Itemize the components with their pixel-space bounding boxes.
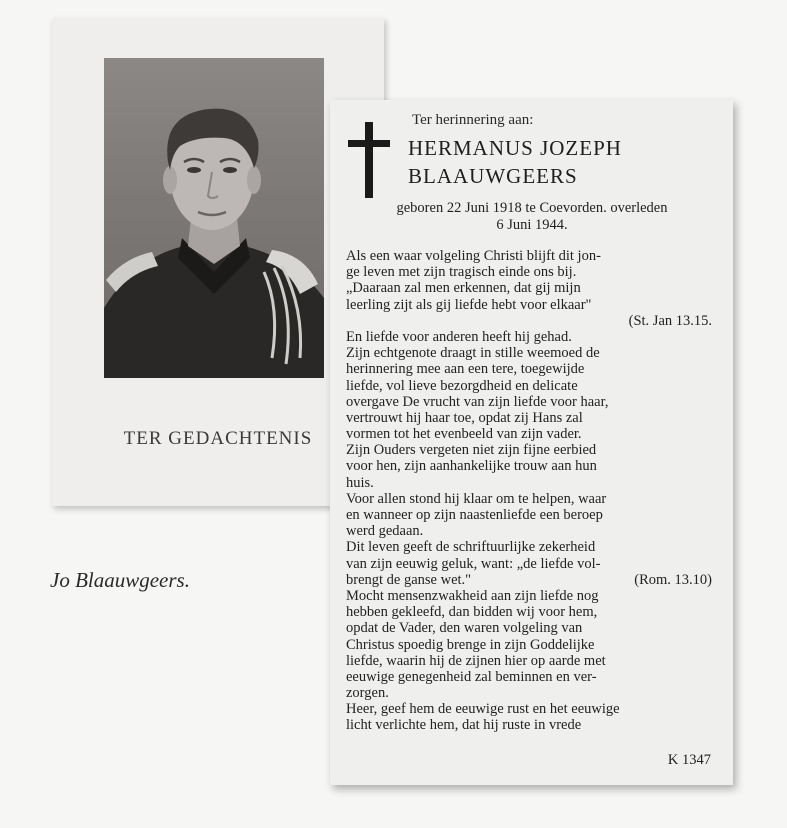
text-line: Mocht mensenzwakheid aan zijn liefde nog	[346, 587, 599, 604]
birth-death-dates	[348, 200, 716, 234]
text-line: van zijn eeuwig geluk, want: „de liefde vol-	[346, 555, 601, 572]
text-line: ge leven met zijn tragisch einde ons bij.	[346, 264, 577, 281]
photo-caption: Jo Blaauwgeers.	[50, 568, 190, 592]
text-line: en wanneer op zijn naastenliefde een beroep	[346, 507, 603, 523]
text-line: Heer, geef hem de eeuwige rust en het eeuwige	[346, 701, 620, 718]
portrait-illustration	[104, 58, 324, 378]
text-line: Als een waar volgeling Christi blijft dit jon-	[346, 248, 601, 264]
text-line: Voor allen stond hij klaar om te helpen, waar	[346, 490, 607, 507]
text-line: eeuwige genegenheid zal beminnen en ver-	[346, 668, 597, 685]
text-line: Zijn Ouders vergeten niet zijn fijne eerbied	[346, 442, 597, 459]
text-line: licht verlichte hem, dat hij ruste in vrede	[346, 717, 582, 734]
memorial-card-right	[330, 100, 733, 785]
text-line: hebben gekleefd, dan bidden wij voor hem,	[346, 604, 598, 621]
deceased-name-line1: HERMANUS JOZEPH	[408, 136, 622, 160]
text-line: Dit leven geeft de schriftuurlijke zekerheid	[346, 539, 596, 556]
text-line: „Daaraan zal men erkennen, dat gij mijn	[346, 280, 581, 297]
text-line: Christus spoedig brenge in zijn Goddelijke	[346, 636, 595, 653]
text-line: herinnering mee aan een tere, toegewijde	[346, 361, 585, 378]
text-line-with-ref	[346, 572, 716, 588]
text-line: leerling zijt als gij liefde hebt voor elkaar"	[346, 296, 592, 313]
text-line: vormen tot het evenbeeld van zijn vader.	[346, 426, 582, 443]
left-card-caption: TER GEDACHTENIS	[123, 428, 313, 449]
text-line: Zijn echtgenote draagt in stille weemoed de	[346, 345, 600, 362]
cross-icon	[348, 122, 390, 198]
text-line: liefde, vol lieve bezorgdheid en delicate	[346, 377, 578, 394]
text-line: opdat de Vader, den waren volgeling van	[346, 620, 583, 637]
text-line: En liefde voor anderen heeft hij gehad.	[346, 328, 572, 345]
card-code: K 1347	[667, 752, 711, 768]
text-line: werd gedaan.	[346, 523, 424, 540]
text-line: zorgen.	[346, 685, 389, 702]
intro-text: Ter herinnering aan:	[412, 112, 534, 128]
text-line: huis.	[346, 474, 374, 491]
text-line: brengt de ganse wet."	[346, 571, 472, 588]
deceased-name-line2: BLAAUWGEERS	[408, 164, 578, 188]
dates-line: 6 Juni 1944.	[496, 217, 568, 233]
dates-line: geboren 22 Juni 1918 te Coevorden. overleden	[396, 200, 668, 216]
text-line: liefde, waarin hij de zijnen hier op aarde met	[346, 652, 606, 669]
scripture-reference: (Rom. 13.10)	[634, 571, 712, 588]
text-line: overgave De vrucht van zijn liefde voor haar,	[346, 393, 609, 410]
portrait-photo	[104, 58, 324, 378]
text-line: (St. Jan 13.15.	[628, 312, 712, 329]
text-line: vertrouwt hij haar toe, opdat zij Hans zal	[346, 409, 583, 426]
text-line: voor hen, zijn aanhankelijke trouw aan hun	[346, 458, 597, 475]
memorial-text	[346, 248, 716, 734]
